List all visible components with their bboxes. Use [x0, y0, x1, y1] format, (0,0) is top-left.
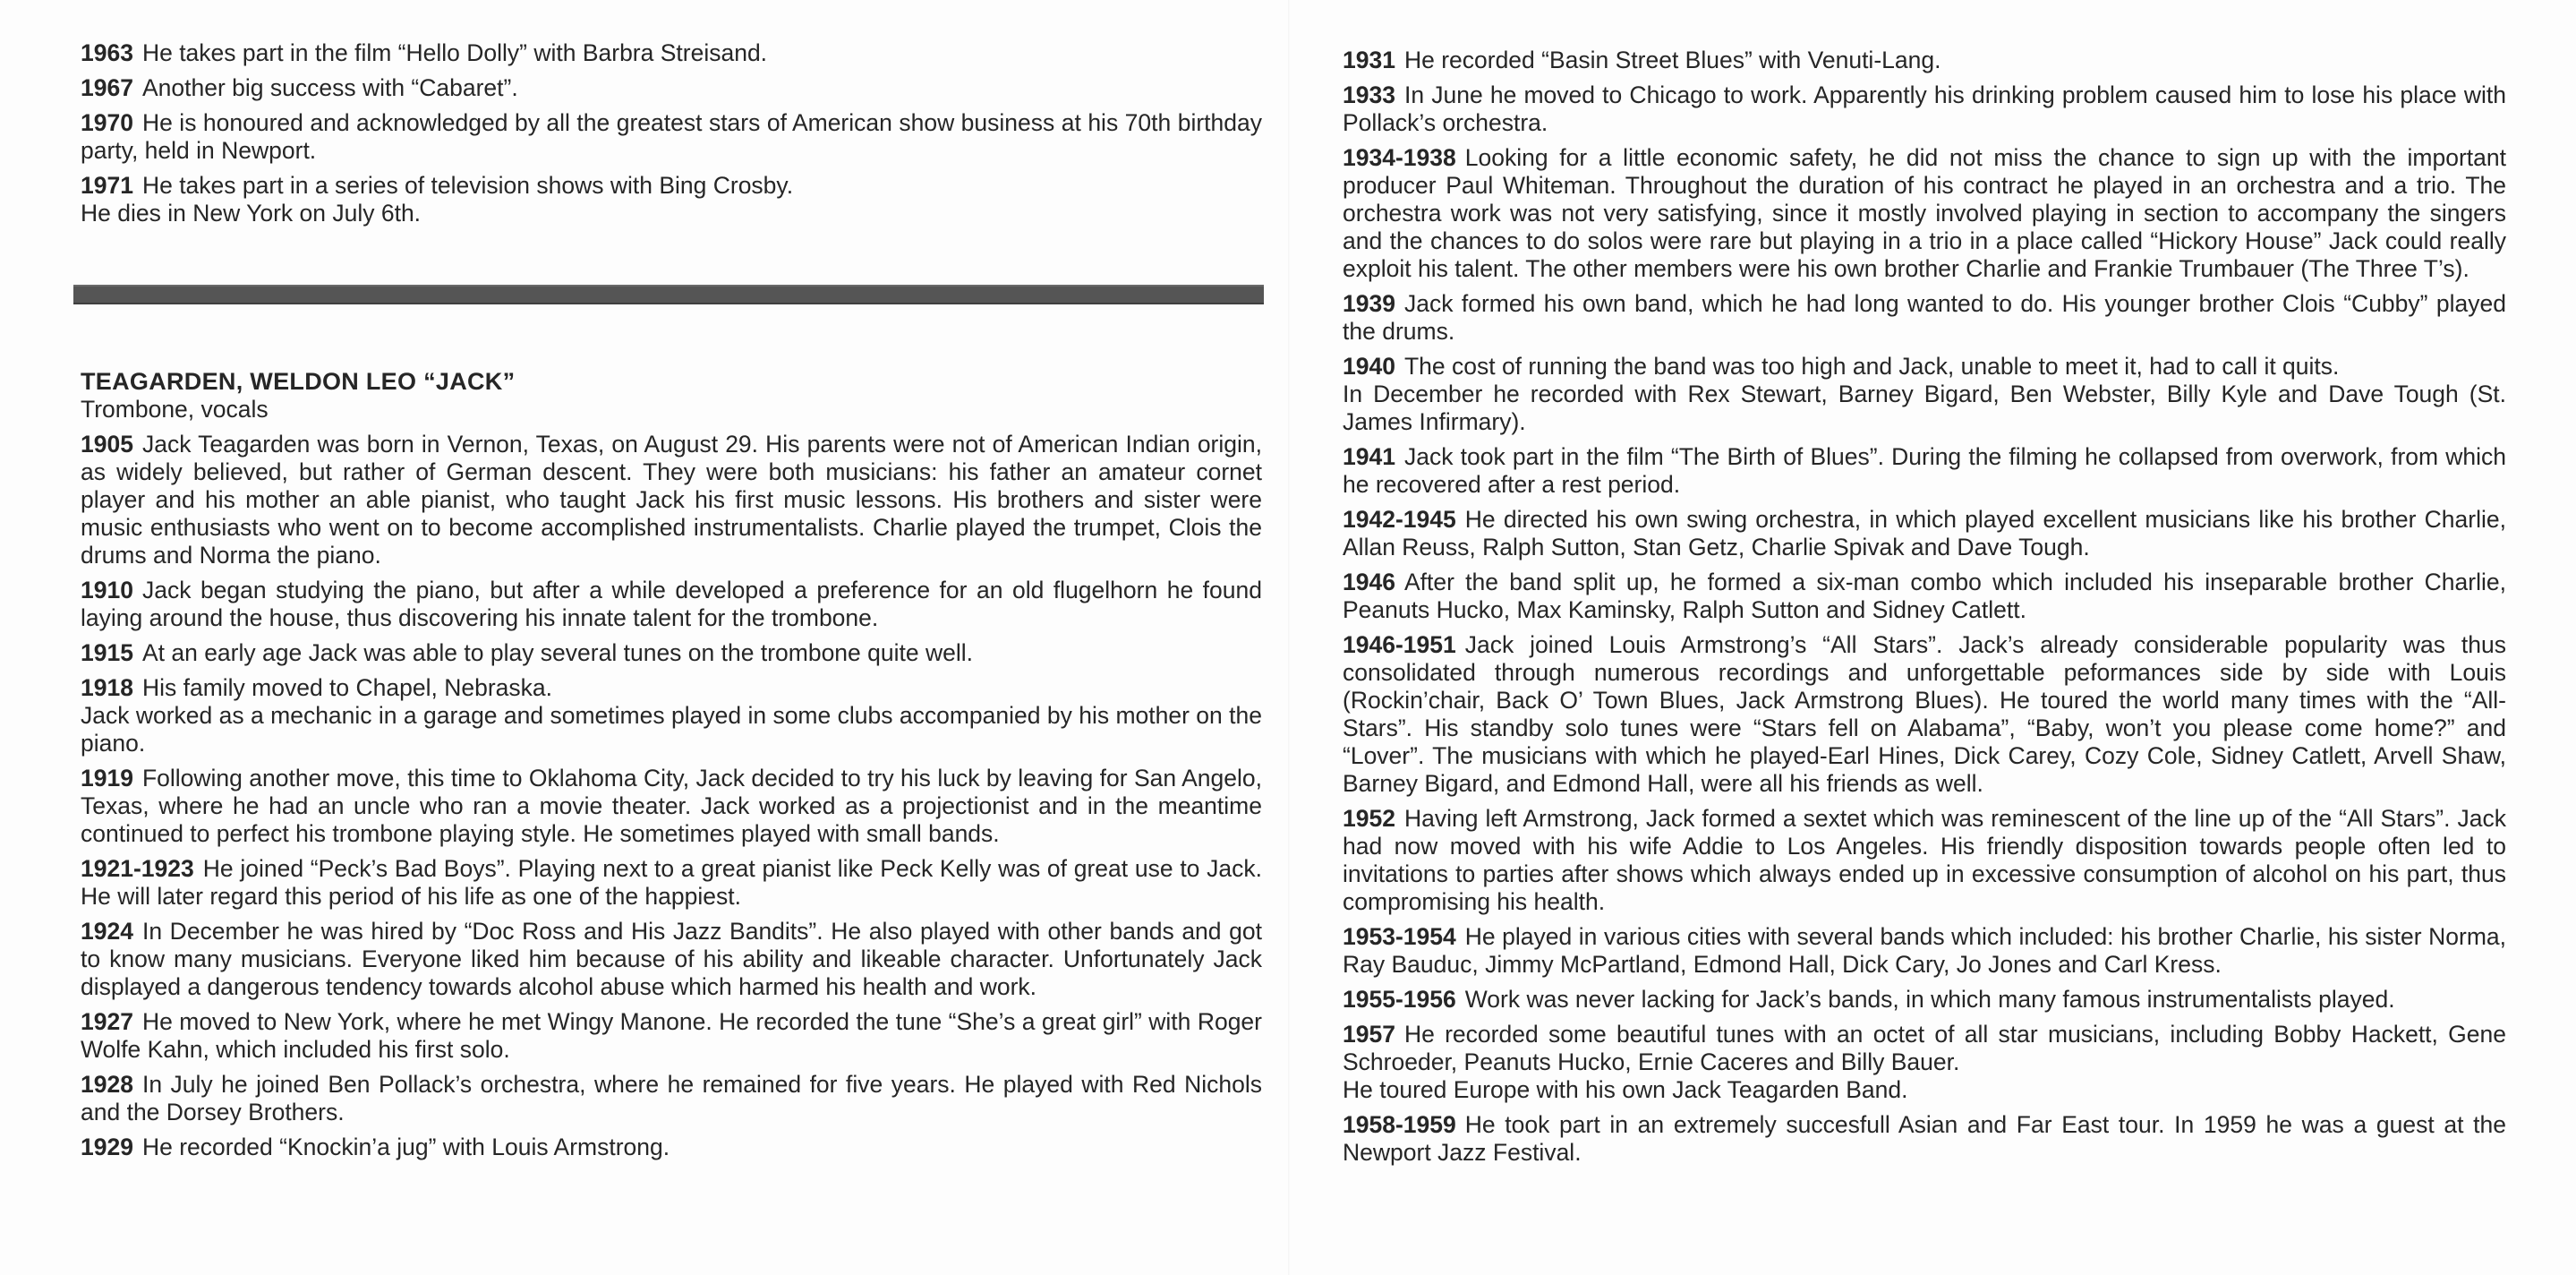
entry-year: 1963: [81, 39, 133, 66]
entry-year: 1929: [81, 1134, 133, 1160]
entry-continuation: In December he recorded with Rex Stewart, Barney Bigard, Ben Webster, Billy Kyle and Dave Tough (St. James Infirmary).: [1343, 381, 2506, 435]
entry-year: 1940: [1343, 353, 1395, 380]
entry-text: His family moved to Chapel, Nebraska.: [141, 674, 552, 701]
timeline-entry: [1343, 506, 2506, 561]
entry-text: He recorded “Basin Street Blues” with Venuti-Lang.: [1403, 47, 1941, 73]
entry-text: In June he moved to Chicago to work. Apparently his drinking problem caused him to lose his place with Pollack’s orchestra.: [1343, 81, 2506, 136]
entry-text: He played in various cities with several bands which included: his brother Charlie, his sister Norma, Ray Bauduc, Jimmy McPartland, Edmond Hall, Dick Cary, Jo Jones and Carl Kress.: [1343, 923, 2506, 978]
timeline-entry: [1343, 1021, 2506, 1104]
right-page: [1289, 0, 2576, 1275]
entry-text: Jack formed his own band, which he had long wanted to do. His younger brother Clois “Cubby” played the drums.: [1343, 290, 2506, 345]
timeline-entry: [1343, 81, 2506, 137]
entry-year: 1921-1923: [81, 855, 194, 882]
entry-text: He joined “Peck’s Bad Boys”. Playing next to a great pianist like Peck Kelly was of great use to Jack. He will later regard this period of his life as one of the happiest.: [81, 855, 1262, 910]
entry-continuation: He toured Europe with his own Jack Teagarden Band.: [1343, 1076, 1908, 1103]
entry-year: 1905: [81, 431, 133, 458]
entry-text: Looking for a little economic safety, he did not miss the chance to sign up with the important producer Paul Whiteman. Throughout the duration of his contract he played in an orchestra and a trio. The orchestra work was not very satisfying, since it mostly involved playing in section to accompany the singers and the chances to do solos were rare but playing in a trio in a place called “Hickory House” Jack could really exploit his talent. The other members were his own brother Charlie and Frankie Trumbauer (The Three T’s).: [1343, 144, 2506, 282]
entry-text: At an early age Jack was able to play several tunes on the trombone quite well.: [141, 639, 973, 666]
entry-text: He recorded “Knockin’a jug” with Louis Armstrong.: [141, 1134, 670, 1160]
timeline-entry: [81, 1134, 1262, 1161]
timeline-entry: [1343, 353, 2506, 436]
previous-biography-end: [81, 39, 1262, 235]
entry-text: Having left Armstrong, Jack formed a sextet which was reminescent of the line up of the “All Stars”. Jack had now moved with his wife Addie to Los Angeles. His friendly disposition towards people often led to invitations to parties after shows which always ended up in excessive consumption of alcohol on his part, thus compromising his health.: [1343, 805, 2506, 915]
timeline-entry: [1343, 569, 2506, 624]
timeline-entry: [1343, 144, 2506, 283]
entry-year: 1970: [81, 109, 133, 136]
entry-text: He recorded some beautiful tunes with an octet of all star musicians, including Bobby Hackett, Gene Schroeder, Peanuts Hucko, Ernie Caceres and Billy Bauer.: [1343, 1021, 2506, 1075]
entry-year: 1915: [81, 639, 133, 666]
timeline-entry: [1343, 923, 2506, 979]
entry-year: 1952: [1343, 805, 1395, 832]
timeline-entry: [1343, 631, 2506, 798]
timeline-entry: [81, 577, 1262, 632]
timeline-entry: [81, 674, 1262, 757]
entry-year: 1918: [81, 674, 133, 701]
entry-text: Jack took part in the film “The Birth of Blues”. During the filming he collapsed from overwork, from which he recovered after a rest period.: [1343, 443, 2506, 498]
timeline-entry: [1343, 47, 2506, 74]
timeline-entry: [81, 1071, 1262, 1126]
section-divider-bar: [73, 285, 1264, 304]
entry-year: 1955-1956: [1343, 986, 1456, 1013]
timeline-entry: [1343, 290, 2506, 346]
entry-continuation: He dies in New York on July 6th.: [81, 200, 422, 227]
entry-text: Jack began studying the piano, but after a while developed a preference for an old flugelhorn he found laying around the house, thus discovering his innate talent for the trombone.: [81, 577, 1262, 631]
entry-text: Jack Teagarden was born in Vernon, Texas, on August 29. His parents were not of American Indian origin, as widely believed, but rather of German descent. They were both musicians: his father an amateur cornet player and his mother an able pianist, who taught Jack his first music lessons. His brothers and sister were music enthusiasts who went on to become accomplished instrumentalists. Charlie played the trumpet, Clois the drums and Norma the piano.: [81, 431, 1262, 569]
entry-text: Another big success with “Cabaret”.: [141, 74, 518, 101]
teagarden-biography-continued: [1343, 47, 2506, 1167]
entry-text: In December he was hired by “Doc Ross and His Jazz Bandits”. He also played with other bands and got to know many musicians. Everyone liked him because of his ability and likeable character. Unfortunately Jack displayed a dangerous tendency towards alcohol abuse which harmed his health and work.: [81, 918, 1262, 1000]
entry-year: 1919: [81, 765, 133, 792]
entry-text: He takes part in the film “Hello Dolly” with Barbra Streisand.: [141, 39, 768, 66]
entry-text: Following another move, this time to Oklahoma City, Jack decided to try his luck by leaving for San Angelo, Texas, where he had an uncle who ran a movie theater. Jack worked as a projectionist and in the meantime continued to perfect his trombone playing style. He sometimes played with small bands.: [81, 765, 1262, 847]
entry-text: He took part in an extremely succesfull Asian and Far East tour. In 1959 he was a guest at the Newport Jazz Festival.: [1343, 1111, 2506, 1166]
artist-instruments: Trombone, vocals: [81, 396, 269, 423]
entry-text: He moved to New York, where he met Wingy Manone. He recorded the tune “She’s a great girl” with Roger Wolfe Kahn, which included his first solo.: [81, 1008, 1262, 1063]
entry-text: Work was never lacking for Jack’s bands, in which many famous instrumentalists played.: [1464, 986, 2395, 1013]
artist-name-heading: TEAGARDEN, WELDON LEO “JACK”: [81, 368, 516, 395]
timeline-entry: [81, 172, 1262, 227]
entry-year: 1967: [81, 74, 133, 101]
timeline-entry: [81, 74, 1262, 102]
timeline-entry: [81, 109, 1262, 165]
entry-year: 1946-1951: [1343, 631, 1456, 658]
timeline-entry: [1343, 1111, 2506, 1167]
entry-year: 1927: [81, 1008, 133, 1035]
entry-year: 1958-1959: [1343, 1111, 1456, 1138]
entry-text: He takes part in a series of television shows with Bing Crosby.: [141, 172, 794, 199]
entry-text: Jack joined Louis Armstrong’s “All Stars”. Jack’s already considerable popularity was thus consolidated through numerous recordings and unforgettable peformances side by side with Louis (Rockin’chair, Back O’ Town Blues, Jack Armstrong Blues). He toured the world many times with the “All-Stars”. His standby solo tunes were “Stars fell on Alabama”, “Baby, won’t you please come home?” and “Lover”. The musicians with which he played-Earl Hines, Dick Carey, Cozy Cole, Sidney Catlett, Arvell Shaw, Barney Bigard, and Edmond Hall, were all his friends as well.: [1343, 631, 2506, 797]
timeline-entry: [81, 765, 1262, 848]
timeline-entry: [81, 918, 1262, 1001]
timeline-entry: [81, 639, 1262, 667]
timeline-entry: [1343, 986, 2506, 1014]
timeline-entry: [81, 855, 1262, 911]
entry-year: 1971: [81, 172, 133, 199]
teagarden-biography: [81, 367, 1262, 1168]
entry-text: He is honoured and acknowledged by all the greatest stars of American show business at his 70th birthday party, held in Newport.: [81, 109, 1262, 164]
entry-continuation: Jack worked as a mechanic in a garage and sometimes played in some clubs accompanied by his mother on the piano.: [81, 702, 1262, 757]
timeline-entry: [1343, 805, 2506, 916]
timeline-entry: [81, 1008, 1262, 1064]
entry-year: 1939: [1343, 290, 1395, 317]
entry-year: 1933: [1343, 81, 1395, 108]
entry-year: 1942-1945: [1343, 506, 1456, 533]
timeline-entry: [81, 39, 1262, 67]
entry-text: The cost of running the band was too high and Jack, unable to meet it, had to call it quits.: [1403, 353, 2340, 380]
timeline-entry: [1343, 443, 2506, 499]
entry-year: 1931: [1343, 47, 1395, 73]
entry-year: 1953-1954: [1343, 923, 1456, 950]
entry-year: 1928: [81, 1071, 133, 1098]
entry-text: He directed his own swing orchestra, in which played excellent musicians like his brother Charlie, Allan Reuss, Ralph Sutton, Stan Getz, Charlie Spivak and Dave Tough.: [1343, 506, 2506, 560]
entry-year: 1946: [1343, 569, 1395, 595]
entry-year: 1941: [1343, 443, 1395, 470]
timeline-entry: [81, 431, 1262, 569]
entry-year: 1957: [1343, 1021, 1395, 1048]
entry-year: 1910: [81, 577, 133, 603]
entry-text: In July he joined Ben Pollack’s orchestra, where he remained for five years. He played with Red Nichols and the Dorsey Brothers.: [81, 1071, 1262, 1125]
entry-year: 1924: [81, 918, 133, 945]
entry-year: 1934-1938: [1343, 144, 1456, 171]
entry-text: After the band split up, he formed a six-man combo which included his inseparable brother Charlie, Peanuts Hucko, Max Kaminsky, Ralph Sutton and Sidney Catlett.: [1343, 569, 2506, 623]
